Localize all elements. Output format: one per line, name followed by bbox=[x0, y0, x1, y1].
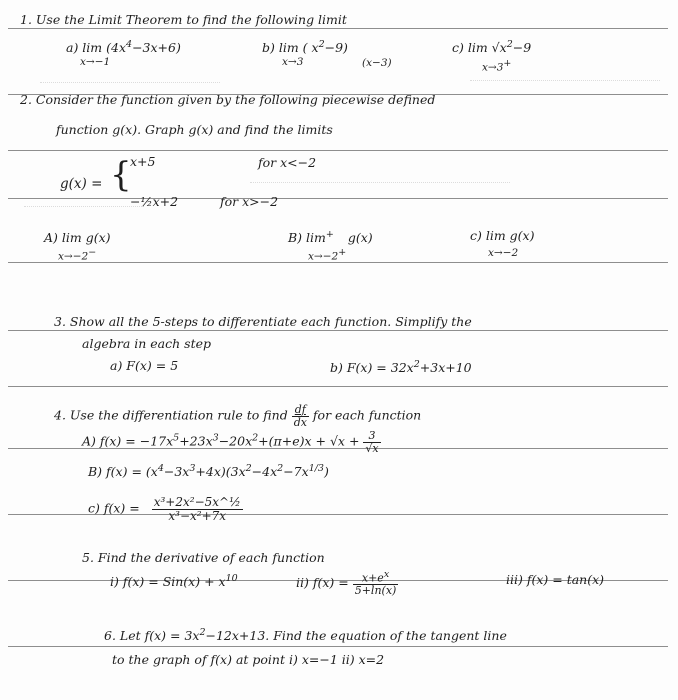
q5-part-ii: ii) f(x) = $\frac{x+e^x}{5+\ln(x)}$ bbox=[296, 569, 397, 598]
q2-case1-expr: x+5 bbox=[130, 154, 156, 169]
q2-case2-expr: −½x+2 bbox=[130, 194, 179, 209]
piecewise-brace: { bbox=[110, 155, 132, 195]
q1-part-b bbox=[262, 40, 348, 55]
q1-a-exponent: 4 bbox=[126, 39, 133, 50]
q1-prompt: 1. Use the Limit Theorem to find the following limit bbox=[20, 12, 347, 27]
q2-C-subscript: x→−2 bbox=[488, 247, 519, 259]
bleed-through-mark bbox=[40, 72, 220, 83]
q2-g-label: g(x) = bbox=[60, 176, 103, 192]
q1-c-label: c) lim √x bbox=[452, 40, 507, 56]
ruled-line bbox=[8, 646, 668, 647]
q2-part-B: B) lim+ g(x) bbox=[288, 229, 373, 246]
q6-line-2: to the graph of f(x) at point i) x=−1 ii) x=2 bbox=[112, 652, 385, 667]
q4-part-C: c) f(x) = $\frac{\text{x³+2x²−5x\textasciicircum{}½}}{\text{x³−x²+7x}}$ bbox=[88, 495, 241, 523]
q5-part-iii: iii) f(x) = tan(x) bbox=[506, 572, 605, 587]
q1-a-subscript: x→−1 bbox=[80, 56, 111, 68]
ruled-line bbox=[8, 28, 668, 29]
q1-b-exponent: 2 bbox=[318, 39, 325, 50]
q1-b-label: b) lim ( x bbox=[262, 40, 319, 56]
q5-prompt: 5. Find the derivative of each function bbox=[82, 550, 325, 565]
q6-line-1: 6. Let $f(x) = 3x^2-12x+13$. Find the equation of the tangent line bbox=[104, 627, 507, 644]
q3-line-2: algebra in each step bbox=[82, 336, 211, 351]
q1-c-rest: −9 bbox=[512, 40, 532, 56]
ruled-line bbox=[8, 150, 668, 151]
q3-part-a: a) F(x) = 5 bbox=[110, 358, 179, 373]
q5-ii-fraction: $\frac{x+e^x}{5+\ln(x)}$ bbox=[354, 569, 397, 598]
q1-b-rest: −9) bbox=[324, 40, 348, 56]
q3-part-b: b) $F(x) = 32x^2+3x+10$ bbox=[330, 359, 472, 376]
q5-part-i: i) $f(x) = Sin(x) + x^{10}$ bbox=[110, 573, 238, 590]
ruled-line bbox=[8, 386, 668, 387]
q2-A-subscript: x→−2− bbox=[58, 247, 97, 263]
q4-dfdx-fraction: $\frac{df}{dx}$ bbox=[293, 403, 307, 429]
q2-case1-cond: for x<−2 bbox=[258, 155, 317, 170]
q2-case2-cond: for x>−2 bbox=[220, 194, 279, 209]
q1-part-c bbox=[452, 40, 531, 55]
q4-part-A: A) $f(x) = -17x^5+23x^3-20x^2+(\pi+e)x + √x$ + $\frac{3}{√x}$ bbox=[82, 429, 379, 455]
q1-c-subscript: x→3+ bbox=[482, 58, 512, 74]
q1-a-label: a) lim (4x bbox=[66, 40, 127, 56]
bleed-through-mark bbox=[250, 172, 510, 183]
q1-part-a bbox=[66, 40, 181, 55]
q4-C-fraction: $\frac{\text{x³+2x²−5x\textasciicircum{}½}}{\text{x³−x²+7x}}$ bbox=[153, 495, 241, 523]
q2-part-C: c) lim g(x) bbox=[470, 228, 535, 243]
ruled-line bbox=[8, 330, 668, 331]
q3-line-1: 3. Show all the 5-steps to differentiate each function. Simplify the bbox=[54, 314, 472, 329]
q1-b-denominator: (x−3) bbox=[362, 57, 392, 69]
q4-A-fraction: $\frac{3}{√x}$ bbox=[365, 429, 379, 455]
q2-B-subscript: x→−2+ bbox=[308, 247, 347, 263]
q1-a-rest: −3x+6) bbox=[132, 40, 181, 56]
q1-b-subscript: x→3 bbox=[282, 56, 304, 68]
q2-part-A: A) lim g(x) bbox=[44, 230, 111, 245]
q2-line-2: function g(x). Graph g(x) and find the limits bbox=[56, 122, 333, 137]
bleed-through-mark bbox=[24, 196, 144, 207]
q4-part-B: B) $f(x) = (x^4-3x^3+4x)(3x^2-4x^2-7x^{1/3})$ bbox=[88, 463, 329, 480]
q4-prompt: 4. Use the differentiation rule to find $\frac{df}{dx}$ for each function bbox=[54, 403, 422, 429]
q2-line-1: 2. Consider the function given by the following piecewise defined bbox=[20, 92, 436, 107]
q1-c-exponent: 2 bbox=[506, 39, 513, 50]
